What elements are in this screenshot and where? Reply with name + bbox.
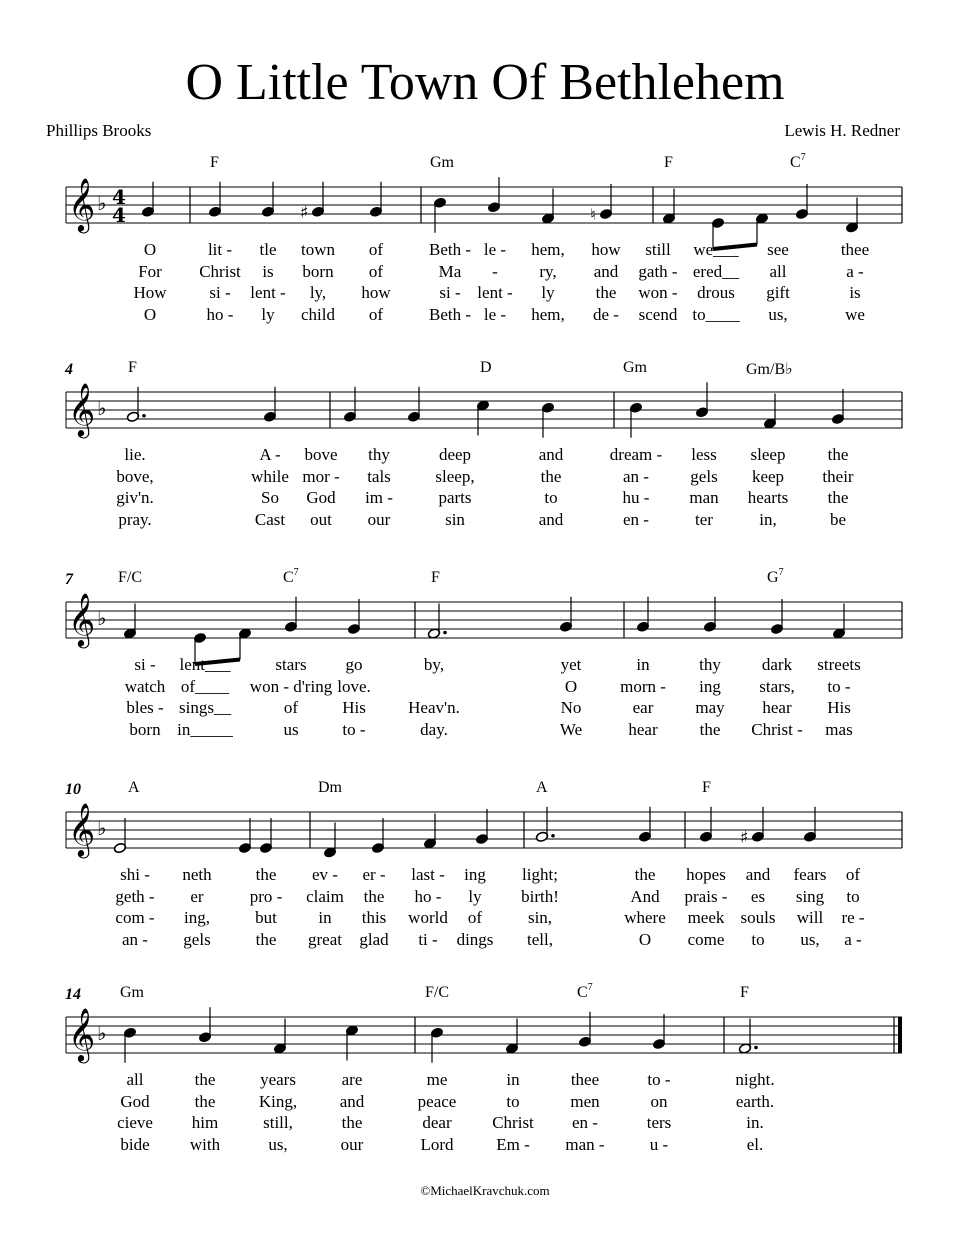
lyric-syllable: him: [191, 1113, 219, 1132]
lyric-syllable: hopes: [686, 865, 726, 884]
lyric-syllable: day.: [420, 719, 448, 739]
lyric-syllable: born: [129, 719, 161, 739]
lyric-syllable: be: [829, 509, 847, 529]
lyric-syllable: ing: [699, 676, 721, 696]
lyric-syllable: to: [846, 886, 860, 906]
lyric-syllable: ev -: [312, 865, 338, 884]
lyric-syllable: gels: [690, 466, 718, 486]
lyric-syllable: ho -: [414, 886, 442, 906]
lyric-syllable: their: [822, 466, 854, 486]
lyric-syllable: es: [750, 886, 766, 906]
lyric-syllable: in,: [759, 509, 777, 529]
lyric-syllable: of: [845, 865, 861, 884]
composer: Lewis H. Redner: [784, 121, 900, 140]
lyric-syllable: ly: [541, 283, 555, 302]
lyric-syllable: town: [301, 240, 335, 259]
svg-text:𝄞: 𝄞: [68, 802, 96, 856]
lyric-syllable: to -: [647, 1070, 671, 1089]
lyric-syllable: child: [301, 304, 335, 324]
lyric-syllable: men: [570, 1091, 600, 1111]
svg-text:4: 4: [112, 203, 126, 227]
chord-symbol: Gm/B♭: [746, 361, 793, 378]
lyric-syllable: ti -: [418, 929, 438, 949]
lyric-syllable: com -: [115, 908, 155, 927]
lyric-syllable: in_____: [177, 719, 233, 739]
lyric-syllable: si -: [209, 283, 231, 302]
lyric-syllable: O: [143, 240, 157, 259]
lyric-syllable: er: [190, 886, 204, 906]
lyric-syllable: For: [138, 261, 162, 281]
chord-symbol: F: [664, 154, 673, 171]
lyric-syllable: and: [538, 509, 564, 529]
measure-number: 4: [65, 361, 73, 378]
lyric-syllable: His: [827, 698, 851, 717]
lyric-syllable: cieve: [117, 1113, 153, 1132]
lyric-syllable: dear: [422, 1113, 452, 1132]
lyric-syllable: in: [636, 655, 650, 674]
lyric-syllable: is: [262, 261, 274, 281]
lyric-syllable: thee: [570, 1070, 600, 1089]
lyric-syllable: de -: [593, 304, 619, 324]
svg-text:♮: ♮: [590, 205, 596, 224]
lyric-syllable: neth: [182, 865, 212, 884]
svg-text:𝄞: 𝄞: [68, 592, 96, 646]
lyric-syllable: light;: [522, 865, 558, 884]
lyric-syllable: this: [361, 908, 387, 927]
lyric-syllable: scend: [638, 304, 678, 324]
lyric-syllable: le -: [483, 304, 507, 324]
lyric-syllable: morn -: [620, 676, 666, 696]
measure-number: 10: [65, 781, 81, 798]
lyric-syllable: pray.: [118, 509, 152, 529]
lyric-syllable: tle: [259, 240, 277, 259]
music-system: [0, 980, 970, 1185]
chord-symbol: F/C: [425, 984, 450, 1001]
lyric-syllable: lent -: [250, 283, 286, 302]
chord-symbol: F: [210, 154, 219, 171]
lyric-syllable: us: [283, 719, 299, 739]
lyric-syllable: sin: [445, 509, 465, 529]
lyric-syllable: thy: [368, 445, 390, 464]
lyric-syllable: won -: [638, 283, 678, 302]
lyric-syllable: ing: [464, 865, 486, 884]
lyricist: Phillips Brooks: [46, 121, 152, 140]
lyric-syllable: still: [645, 240, 671, 259]
svg-text:♭: ♭: [97, 396, 107, 420]
lyric-syllable: O: [143, 304, 157, 324]
lyric-syllable: giv'n.: [116, 488, 154, 507]
lyric-syllable: but: [255, 908, 277, 927]
copyright: ©MichaelKravchuk.com: [420, 1183, 550, 1198]
lyric-syllable: ly: [468, 886, 482, 906]
chord-symbol: $C^7$: [283, 567, 299, 586]
chord-symbol: F/C: [118, 569, 143, 586]
lyric-syllable: sings__: [179, 698, 231, 717]
lyric-syllable: stars: [275, 655, 307, 674]
lyric-syllable: to: [544, 488, 558, 507]
svg-text:♯: ♯: [300, 202, 309, 223]
lyric-syllable: of____: [180, 676, 230, 696]
lyric-syllable: bles -: [126, 698, 164, 717]
lyric-syllable: the: [634, 865, 656, 884]
lyric-syllable: And: [630, 886, 660, 906]
lyric-syllable: the: [255, 929, 277, 949]
lyric-syllable: hem,: [531, 240, 565, 259]
lyric-syllable: Beth -: [428, 240, 472, 259]
chord-symbol: Gm: [120, 984, 144, 1001]
lyric-syllable: prais -: [684, 886, 728, 906]
lyric-syllable: a -: [846, 261, 864, 281]
lyric-syllable: love.: [337, 676, 371, 696]
lyric-syllable: Lord: [420, 1134, 454, 1154]
lyric-syllable: We: [559, 719, 583, 739]
lyric-syllable: His: [342, 698, 366, 717]
lyric-syllable: ered__: [692, 261, 740, 281]
lyric-syllable: gift: [766, 283, 790, 302]
chord-symbol: A: [128, 779, 140, 796]
lyric-syllable: go: [345, 655, 363, 674]
lyric-syllable: to -: [827, 676, 851, 696]
lyric-syllable: tell,: [527, 929, 553, 949]
lyric-syllable: O: [564, 676, 578, 696]
lyric-syllable: in: [318, 908, 332, 927]
lyric-syllable: God: [120, 1091, 150, 1111]
chord-symbol: Dm: [318, 779, 342, 796]
lyric-syllable: to: [751, 929, 765, 949]
lyric-syllable: fears: [793, 865, 827, 884]
lyric-syllable: come: [687, 929, 725, 949]
lyric-syllable: souls: [740, 908, 776, 927]
chord-symbol: Gm: [623, 359, 647, 376]
svg-text:♭: ♭: [97, 606, 107, 630]
svg-text:𝄞: 𝄞: [68, 1007, 96, 1061]
lyric-syllable: the: [363, 886, 385, 906]
lyric-syllable: er -: [362, 865, 386, 884]
lyric-syllable: tals: [367, 466, 391, 486]
chord-symbol: A: [536, 779, 548, 796]
lyric-syllable: on: [650, 1091, 668, 1111]
lyric-syllable: and: [339, 1091, 365, 1111]
lyric-syllable: stars,: [759, 676, 795, 696]
lyric-syllable: out: [310, 509, 332, 529]
lyric-syllable: hu -: [622, 488, 650, 507]
lyric-syllable: drous: [697, 283, 735, 302]
lyric-syllable: us,: [768, 304, 788, 324]
lyric-syllable: where: [624, 908, 666, 927]
lyric-syllable: to____: [692, 304, 740, 324]
lyric-syllable: ing,: [184, 908, 210, 927]
lyric-syllable: the: [540, 466, 562, 486]
lyric-syllable: si -: [134, 655, 156, 674]
lyric-syllable: with: [189, 1134, 221, 1154]
lyric-syllable: Beth -: [428, 304, 472, 324]
svg-text:♭: ♭: [97, 191, 107, 215]
lyric-syllable: ters: [646, 1113, 672, 1132]
song-title: O Little Town Of Bethlehem: [185, 54, 785, 111]
lyric-syllable: of: [368, 240, 384, 259]
lyric-syllable: hearts: [747, 488, 789, 507]
lyric-syllable: all: [126, 1070, 144, 1089]
lyric-syllable: Christ -: [751, 719, 803, 739]
chord-symbol: $C^7$: [577, 982, 593, 1001]
lyric-syllable: thy: [699, 655, 721, 674]
lyric-syllable: us,: [800, 929, 820, 949]
lyric-syllable: pro -: [249, 886, 283, 906]
lyric-syllable: world: [408, 908, 448, 927]
lyric-syllable: ter: [695, 509, 713, 529]
lyric-syllable: lent___: [179, 655, 231, 674]
lyric-syllable: A -: [259, 445, 281, 464]
lyric-syllable: man -: [565, 1134, 605, 1154]
lyric-syllable: sin,: [527, 908, 553, 927]
lyric-syllable: me: [426, 1070, 448, 1089]
lyric-syllable: in: [506, 1070, 520, 1089]
lyric-syllable: So: [261, 488, 279, 507]
lyric-syllable: lit -: [207, 240, 233, 259]
music-system: [0, 355, 970, 560]
lyric-syllable: dream -: [609, 445, 663, 464]
lyric-syllable: our: [367, 509, 391, 529]
lyric-syllable: won - d'ring: [249, 676, 333, 696]
lyric-syllable: dark: [761, 655, 793, 674]
measure-number: 7: [65, 571, 73, 588]
chord-symbol: $G^7$: [767, 567, 784, 586]
lyric-syllable: while: [251, 466, 289, 486]
lyric-syllable: the: [827, 445, 849, 464]
lyric-syllable: and: [745, 865, 771, 884]
lyric-syllable: thee: [840, 240, 870, 259]
lyric-syllable: man: [689, 488, 719, 507]
lyric-syllable: we___: [693, 240, 739, 259]
lyric-syllable: an -: [623, 466, 649, 486]
svg-text:𝄞: 𝄞: [68, 382, 96, 436]
music-system: [0, 775, 970, 980]
lyric-syllable: si -: [439, 283, 461, 302]
lyric-syllable: a -: [844, 929, 862, 949]
lyric-syllable: years: [260, 1070, 296, 1089]
lyric-syllable: meek: [687, 908, 725, 927]
lyric-syllable: watch: [124, 676, 166, 696]
lyric-syllable: le -: [483, 240, 507, 259]
lyric-syllable: see: [767, 240, 789, 259]
lyric-syllable: us,: [268, 1134, 288, 1154]
lyric-syllable: mas: [825, 719, 853, 739]
chord-symbol: F: [740, 984, 749, 1001]
lyric-syllable: Christ: [199, 261, 241, 281]
lyric-syllable: the: [699, 719, 721, 739]
lyric-syllable: streets: [817, 655, 861, 674]
lyric-syllable: is: [849, 283, 861, 302]
svg-text:♭: ♭: [97, 1021, 107, 1045]
lyric-syllable: King,: [258, 1091, 298, 1111]
chord-symbol: Gm: [430, 154, 454, 171]
lyric-syllable: dings: [456, 929, 494, 949]
chord-symbol: F: [128, 359, 137, 376]
lyric-syllable: ho -: [206, 304, 234, 324]
lyric-syllable: Em -: [496, 1134, 530, 1154]
lyric-syllable: last -: [411, 865, 445, 884]
chord-symbol: $C^7$: [790, 152, 806, 171]
lyric-syllable: great: [308, 929, 342, 949]
lyric-syllable: by,: [423, 655, 445, 674]
svg-text:𝄞: 𝄞: [68, 177, 96, 231]
lyric-syllable: of: [283, 698, 299, 717]
lyric-syllable: of: [467, 908, 483, 927]
lyric-syllable: born: [302, 261, 334, 281]
lyric-syllable: to -: [342, 719, 366, 739]
lyric-syllable: less: [691, 445, 717, 464]
lyric-syllable: ly,: [309, 283, 327, 302]
lyric-syllable: parts: [438, 488, 472, 507]
lyric-syllable: sleep,: [435, 466, 475, 486]
lyric-syllable: im -: [365, 488, 393, 507]
lyric-syllable: bove: [304, 445, 338, 464]
lyric-syllable: will: [796, 908, 824, 927]
svg-text:♯: ♯: [740, 827, 749, 848]
lyric-syllable: night.: [735, 1070, 775, 1089]
lyric-syllable: lie.: [124, 445, 146, 464]
lyric-syllable: the: [595, 283, 617, 302]
chord-symbol: F: [431, 569, 440, 586]
chord-symbol: F: [702, 779, 711, 796]
lyric-syllable: mor -: [302, 466, 340, 486]
lyric-syllable: ry,: [539, 261, 557, 281]
lyric-syllable: sleep: [750, 445, 786, 464]
lyric-syllable: en -: [572, 1113, 598, 1132]
lyric-syllable: ly: [261, 304, 275, 324]
lyric-syllable: ear: [632, 698, 654, 717]
lyric-syllable: birth!: [521, 886, 559, 906]
lyric-syllable: hear: [762, 698, 792, 717]
lyric-syllable: gath -: [638, 261, 678, 281]
lyric-syllable: keep: [751, 466, 785, 486]
lyric-syllable: how: [361, 283, 391, 302]
lyric-syllable: el.: [746, 1134, 764, 1154]
lyric-syllable: may: [695, 698, 725, 717]
lyric-syllable: Cast: [254, 509, 286, 529]
lyric-syllable: glad: [359, 929, 389, 949]
lyric-syllable: the: [194, 1091, 216, 1111]
lyric-syllable: yet: [560, 655, 582, 674]
lyric-syllable: our: [340, 1134, 364, 1154]
lyric-syllable: shi -: [120, 865, 150, 884]
lyric-syllable: earth.: [735, 1091, 775, 1111]
lyric-syllable: How: [133, 283, 167, 302]
lyric-syllable: Ma: [438, 261, 462, 281]
lyric-syllable: claim: [306, 886, 344, 906]
lyric-syllable: God: [306, 488, 336, 507]
lyric-syllable: and: [538, 445, 564, 464]
lyric-syllable: bove,: [116, 466, 154, 486]
lyric-syllable: Heav'n.: [408, 698, 460, 717]
lyric-syllable: the: [255, 865, 277, 884]
lyric-syllable: u -: [649, 1134, 669, 1154]
lyric-syllable: en -: [623, 509, 649, 529]
lyric-syllable: the: [341, 1113, 363, 1132]
lyric-syllable: of: [368, 304, 384, 324]
svg-text:♭: ♭: [97, 816, 107, 840]
lyric-syllable: still,: [263, 1113, 293, 1132]
lyric-syllable: Christ: [492, 1113, 534, 1132]
music-system: [0, 150, 970, 355]
lyric-syllable: deep: [438, 445, 472, 464]
lyric-syllable: we: [845, 304, 865, 324]
lyric-syllable: sing: [795, 886, 825, 906]
lyric-syllable: all: [769, 261, 787, 281]
music-system: [0, 565, 970, 770]
lyric-syllable: the: [194, 1070, 216, 1089]
svg-text:4: 4: [112, 185, 126, 209]
staff: [0, 980, 970, 1090]
measure-number: 14: [65, 986, 81, 1003]
lyric-syllable: how: [591, 240, 621, 259]
lyric-syllable: hem,: [531, 304, 565, 324]
lyric-syllable: bide: [120, 1134, 150, 1154]
lyric-syllable: No: [560, 698, 582, 717]
lyric-syllable: O: [638, 929, 652, 949]
lyric-syllable: in.: [746, 1113, 764, 1132]
lyric-syllable: gels: [183, 929, 211, 949]
lyric-syllable: of: [368, 261, 384, 281]
chord-symbol: D: [480, 359, 492, 376]
lyric-syllable: the: [827, 488, 849, 507]
lyric-syllable: re -: [841, 908, 865, 927]
lyric-syllable: are: [341, 1070, 363, 1089]
lyric-syllable: to: [506, 1091, 520, 1111]
lyric-syllable: peace: [417, 1091, 457, 1111]
lyric-syllable: hear: [628, 719, 658, 739]
lyric-syllable: geth -: [115, 886, 155, 906]
lyric-syllable: lent -: [477, 283, 513, 302]
lyric-syllable: and: [593, 261, 619, 281]
lyric-syllable: -: [492, 261, 498, 281]
lyric-syllable: an -: [122, 929, 148, 949]
